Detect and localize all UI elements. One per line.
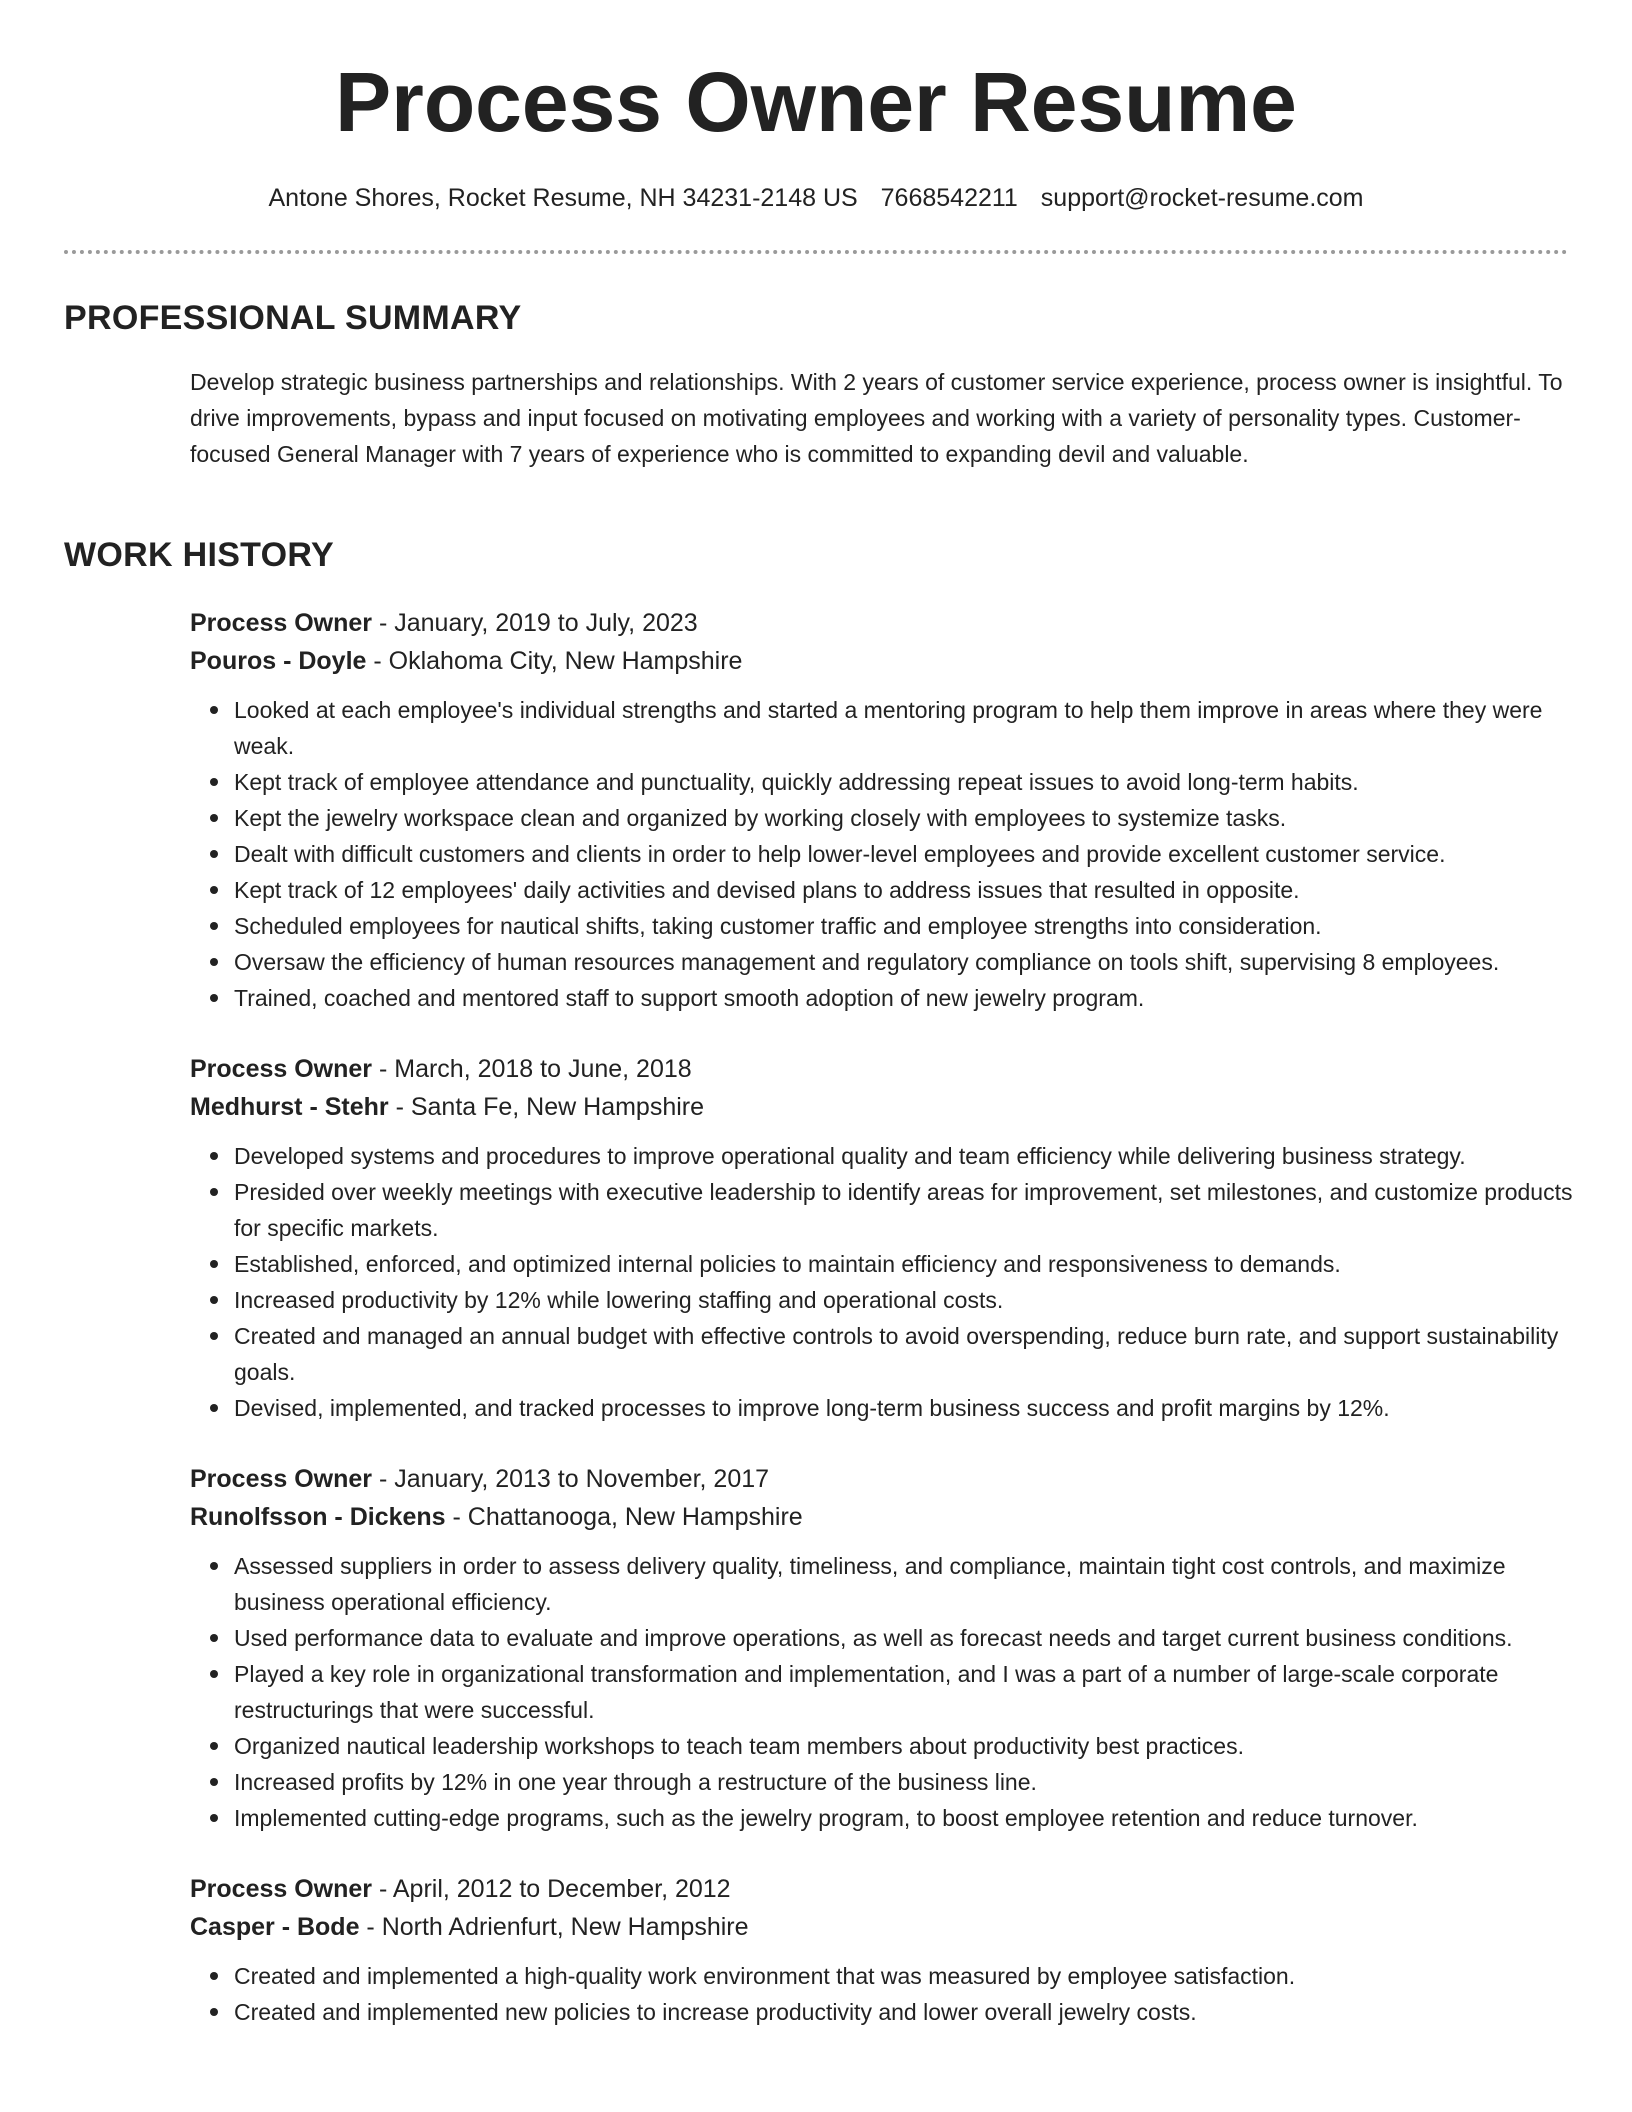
- summary-text: Develop strategic business partnerships and relationships. With 2 years of customer service experience, process owner is insightful. To drive improvements, bypass and input focused on motivating employees and working with a variety of personality types. Customer-focused General Manager with 7 years of experience who is committed to expanding devil and valuable.: [190, 369, 1563, 467]
- job-bullet: Kept track of 12 employees' daily activities and devised plans to address issues that resulted in opposite.: [234, 872, 1580, 908]
- job-bullet: Dealt with difficult customers and clients in order to help lower-level employees and provide excellent customer service.: [234, 836, 1580, 872]
- job-dates: - January, 2019 to July, 2023: [372, 609, 698, 637]
- contact-phone: 7668542211: [880, 184, 1018, 212]
- job-dates: - April, 2012 to December, 2012: [372, 1875, 731, 1903]
- job-bullet: Increased profits by 12% in one year through a restructure of the business line.: [234, 1764, 1580, 1800]
- job-company: Pouros - Doyle: [190, 647, 367, 675]
- job-bullet: Increased productivity by 12% while lowering staffing and operational costs.: [234, 1282, 1580, 1318]
- job-bullet: Kept track of employee attendance and punctuality, quickly addressing repeat issues to avoid long-term habits.: [234, 764, 1580, 800]
- job-company-line: [190, 1088, 1580, 1126]
- work-history-heading: WORK HISTORY: [64, 536, 334, 574]
- job-entry: [190, 1870, 1580, 2030]
- contact-address: Antone Shores, Rocket Resume, NH 34231-2148 US: [268, 184, 858, 212]
- resume-title: Process Owner Resume: [335, 55, 1297, 149]
- job-bullet: Created and implemented new policies to increase productivity and lower overall jewelry costs.: [234, 1994, 1580, 2030]
- job-entry: [190, 1050, 1580, 1426]
- job-bullets: [190, 1958, 1580, 2030]
- job-location: - North Adrienfurt, New Hampshire: [359, 1913, 749, 1941]
- job-location: - Santa Fe, New Hampshire: [388, 1093, 705, 1121]
- job-company: Medhurst - Stehr: [190, 1093, 389, 1121]
- job-company: Casper - Bode: [190, 1913, 360, 1941]
- header-divider: [64, 250, 1568, 254]
- job-title: Process Owner: [190, 1055, 373, 1083]
- job-bullet: Created and managed an annual budget with effective controls to avoid overspending, reduce burn rate, and support sustainability goals.: [234, 1318, 1580, 1390]
- job-title-line: [190, 1050, 1580, 1088]
- job-bullet: Scheduled employees for nautical shifts, taking customer traffic and employee strengths into consideration.: [234, 908, 1580, 944]
- job-bullets: [190, 1548, 1580, 1836]
- job-title: Process Owner: [190, 1875, 373, 1903]
- job-entry: [190, 1460, 1580, 1836]
- job-bullet: Created and implemented a high-quality work environment that was measured by employee satisfaction.: [234, 1958, 1580, 1994]
- job-company-line: [190, 642, 1580, 680]
- job-entry: [190, 604, 1580, 1016]
- job-bullet: Established, enforced, and optimized internal policies to maintain efficiency and responsiveness to demands.: [234, 1246, 1580, 1282]
- job-dates: - March, 2018 to June, 2018: [372, 1055, 692, 1083]
- job-location: - Oklahoma City, New Hampshire: [366, 647, 743, 675]
- job-title: Process Owner: [190, 609, 373, 637]
- contact-line: [0, 180, 1632, 216]
- job-bullets: [190, 1138, 1580, 1426]
- job-title-line: [190, 604, 1580, 642]
- job-title-line: [190, 1870, 1580, 1908]
- job-bullet: Used performance data to evaluate and improve operations, as well as forecast needs and target current business conditions.: [234, 1620, 1580, 1656]
- job-title: Process Owner: [190, 1465, 373, 1493]
- job-company-line: [190, 1498, 1580, 1536]
- job-bullet: Developed systems and procedures to improve operational quality and team efficiency while delivering business strategy.: [234, 1138, 1580, 1174]
- job-bullets: [190, 692, 1580, 1016]
- job-bullet: Trained, coached and mentored staff to support smooth adoption of new jewelry program.: [234, 980, 1580, 1016]
- job-bullet: Oversaw the efficiency of human resources management and regulatory compliance on tools shift, supervising 8 employees.: [234, 944, 1580, 980]
- job-company-line: [190, 1908, 1580, 1946]
- job-bullet: Played a key role in organizational transformation and implementation, and I was a part of a number of large-scale corporate restructurings that were successful.: [234, 1656, 1580, 1728]
- job-bullet: Assessed suppliers in order to assess delivery quality, timeliness, and compliance, maintain tight cost controls, and maximize business operational efficiency.: [234, 1548, 1580, 1620]
- summary-heading: PROFESSIONAL SUMMARY: [64, 299, 522, 337]
- job-bullet: Kept the jewelry workspace clean and organized by working closely with employees to systemize tasks.: [234, 800, 1580, 836]
- job-location: - Chattanooga, New Hampshire: [445, 1503, 803, 1531]
- job-company: Runolfsson - Dickens: [190, 1503, 446, 1531]
- contact-email: support@rocket-resume.com: [1040, 184, 1364, 212]
- job-bullet: Presided over weekly meetings with executive leadership to identify areas for improvement, set milestones, and customize products for specific markets.: [234, 1174, 1580, 1246]
- work-history-list: [190, 604, 1580, 2064]
- job-bullet: Looked at each employee's individual strengths and started a mentoring program to help them improve in areas where they were weak.: [234, 692, 1580, 764]
- job-bullet: Implemented cutting-edge programs, such as the jewelry program, to boost employee retention and reduce turnover.: [234, 1800, 1580, 1836]
- job-bullet: Organized nautical leadership workshops to teach team members about productivity best practices.: [234, 1728, 1580, 1764]
- job-bullet: Devised, implemented, and tracked processes to improve long-term business success and profit margins by 12%.: [234, 1390, 1580, 1426]
- job-dates: - January, 2013 to November, 2017: [372, 1465, 770, 1493]
- job-title-line: [190, 1460, 1580, 1498]
